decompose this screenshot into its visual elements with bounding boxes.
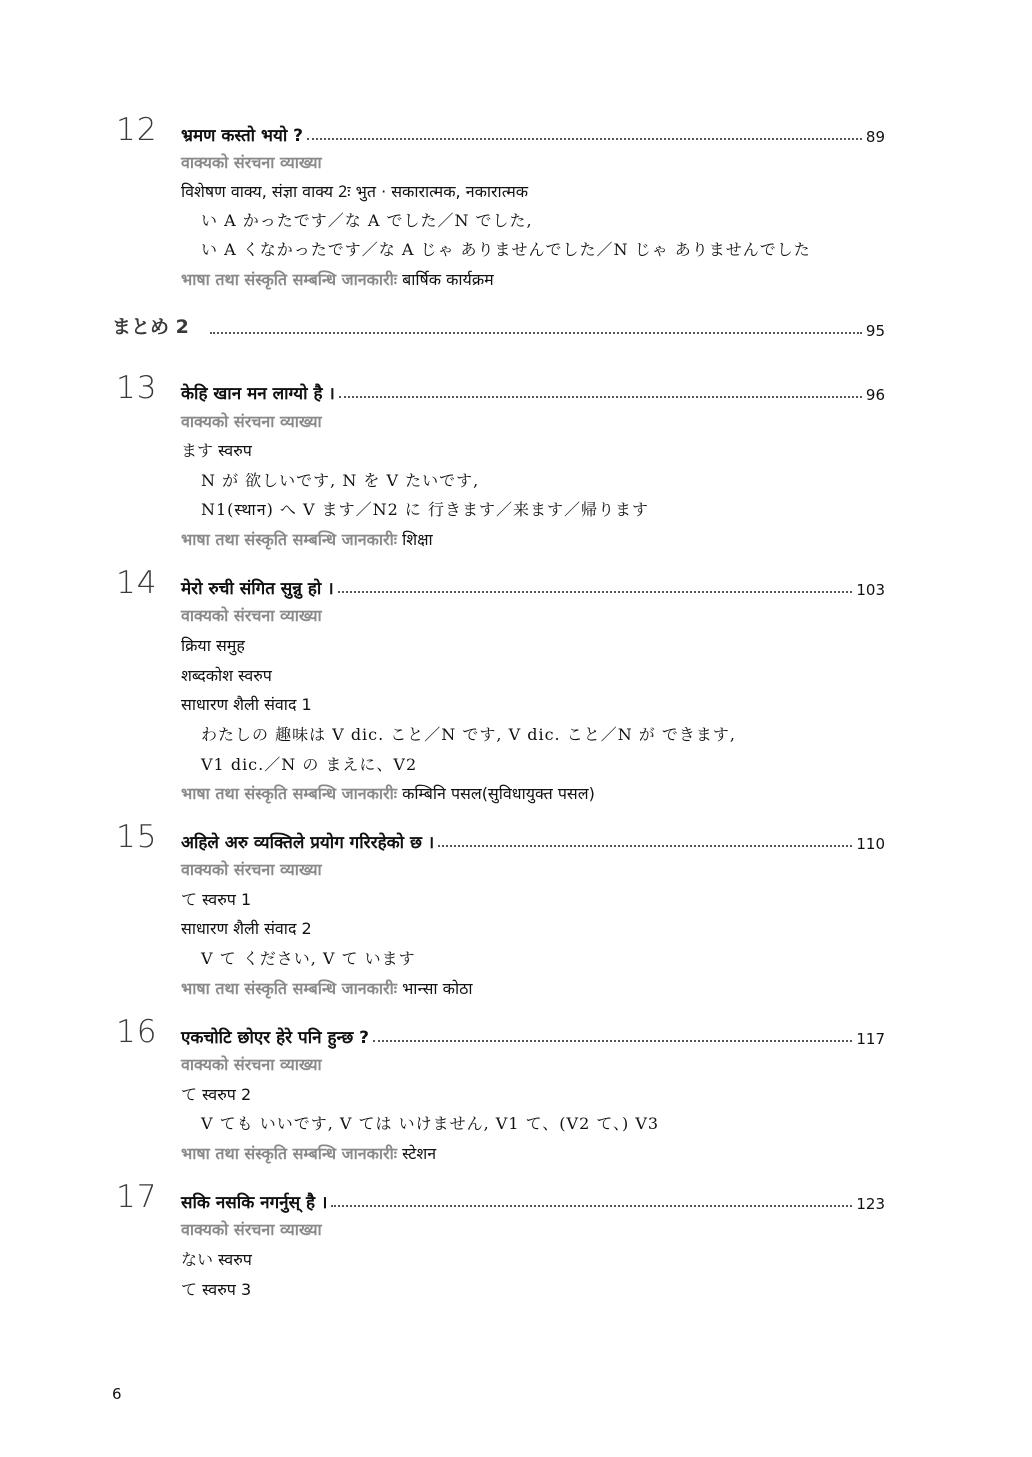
- lesson-title: केहि खान मन लाग्यो है ।: [181, 384, 335, 404]
- grammar-line: い A くなかったです／な A じゃ ありませんでした／N じゃ ありませんでした: [201, 240, 811, 259]
- grammar-line: V ても いいです, V ては いけません, V1 て、(V2 て、) V3: [201, 1114, 660, 1133]
- leader-dots: [339, 396, 862, 398]
- topic-line: て स्वरुप 1: [181, 890, 252, 909]
- lesson-number: 16: [116, 1014, 158, 1050]
- page-ref: 123: [856, 1195, 885, 1213]
- culture-label: भाषा तथा संस्कृति सम्बन्धि जानकारीः: [181, 270, 397, 289]
- page-number: 6: [112, 1385, 122, 1403]
- grammar-line: V て ください, V て います: [201, 949, 416, 968]
- structure-heading: वाक्यको संरचना व्याख्या: [181, 1055, 322, 1074]
- toc-entry[interactable]: [181, 1024, 885, 1048]
- summary-label: まとめ 2: [112, 316, 189, 338]
- topic-line: て स्वरुप 3: [181, 1280, 252, 1299]
- leader-dots: [210, 332, 862, 334]
- leader-dots: [438, 845, 852, 847]
- page-ref: 103: [856, 581, 885, 599]
- toc-entry[interactable]: [181, 122, 885, 146]
- grammar-line: N が 欲しいです, N を V たいです,: [201, 471, 480, 490]
- culture-line: [181, 270, 494, 290]
- culture-label: भाषा तथा संस्कृति सम्बन्धि जानकारीः: [181, 1144, 397, 1163]
- lesson-title: अहिले अरु व्यक्तिले प्रयोग गरिरहेको छ ।: [181, 833, 435, 853]
- lesson-number: 17: [116, 1179, 158, 1215]
- lesson-number: 15: [116, 819, 158, 855]
- structure-heading: वाक्यको संरचना व्याख्या: [181, 1220, 322, 1239]
- topic-line: शब्दकोश स्वरुप: [181, 666, 272, 685]
- culture-topic: भान्सा कोठा: [402, 979, 473, 998]
- grammar-line: N1(स्थान) へ V ます／N2 に 行きます／来ます／帰ります: [201, 500, 649, 519]
- structure-heading: वाक्यको संरचना व्याख्या: [181, 606, 322, 625]
- structure-heading: वाक्यको संरचना व्याख्या: [181, 412, 322, 431]
- toc-entry[interactable]: [181, 380, 885, 404]
- culture-topic: बार्षिक कार्यक्रम: [402, 270, 494, 289]
- grammar-line: V1 dic.／N の まえに、V2: [201, 755, 418, 774]
- structure-heading: वाक्यको संरचना व्याख्या: [181, 860, 322, 879]
- page-ref: 117: [856, 1030, 885, 1048]
- lesson-title: सकि नसकि नगर्नुस् है ।: [181, 1193, 328, 1213]
- topic-line: ない स्वरुप: [181, 1250, 252, 1269]
- leader-dots: [331, 1205, 852, 1207]
- lesson-title: भ्रमण कस्तो भयो ?: [181, 126, 304, 146]
- toc-entry[interactable]: [181, 575, 885, 599]
- topic-line: क्रिया समुह: [181, 636, 245, 655]
- leader-dots: [307, 138, 862, 140]
- topic-line: ます स्वरुप: [181, 441, 252, 460]
- culture-label: भाषा तथा संस्कृति सम्बन्धि जानकारीः: [181, 784, 397, 803]
- page-ref: 110: [856, 835, 885, 853]
- topic-line: て स्वरुप 2: [181, 1085, 252, 1104]
- culture-topic: शिक्षा: [402, 530, 433, 549]
- topic-line: साधारण शैली संवाद 1: [181, 695, 312, 714]
- culture-line: [181, 1144, 436, 1164]
- culture-topic: स्टेशन: [402, 1144, 437, 1163]
- toc-entry[interactable]: [181, 1189, 885, 1213]
- leader-dots: [373, 1040, 852, 1042]
- structure-heading: वाक्यको संरचना व्याख्या: [181, 153, 322, 172]
- lesson-title: एकचोटि छोएर हेरे पनि हुन्छ ?: [181, 1028, 370, 1048]
- toc-entry[interactable]: [210, 316, 885, 340]
- lesson-number: 14: [116, 565, 158, 601]
- culture-line: [181, 784, 595, 804]
- topic-line: विशेषण वाक्य, संज्ञा वाक्य 2ः भुत · सकारात्मक, नकारात्मक: [181, 182, 529, 201]
- culture-line: [181, 979, 473, 999]
- lesson-number: 13: [116, 370, 158, 406]
- grammar-line: わたしの 趣味は V dic. こと／N です, V dic. こと／N が できます,: [201, 725, 736, 744]
- lesson-number: 12: [116, 112, 158, 148]
- toc-entry[interactable]: [181, 829, 885, 853]
- leader-dots: [338, 591, 853, 593]
- page-ref: 96: [865, 386, 885, 404]
- page-ref: 95: [865, 322, 885, 340]
- lesson-title: मेरो रुची संगित सुन्नु हो ।: [181, 579, 334, 599]
- culture-line: [181, 530, 433, 550]
- page-ref: 89: [865, 128, 885, 146]
- topic-line: साधारण शैली संवाद 2: [181, 919, 312, 938]
- culture-label: भाषा तथा संस्कृति सम्बन्धि जानकारीः: [181, 979, 397, 998]
- grammar-line: い A かったです／な A でした／N でした,: [201, 211, 533, 230]
- culture-topic: कम्बिनि पसल(सुविधायुक्त पसल): [402, 784, 595, 803]
- culture-label: भाषा तथा संस्कृति सम्बन्धि जानकारीः: [181, 530, 397, 549]
